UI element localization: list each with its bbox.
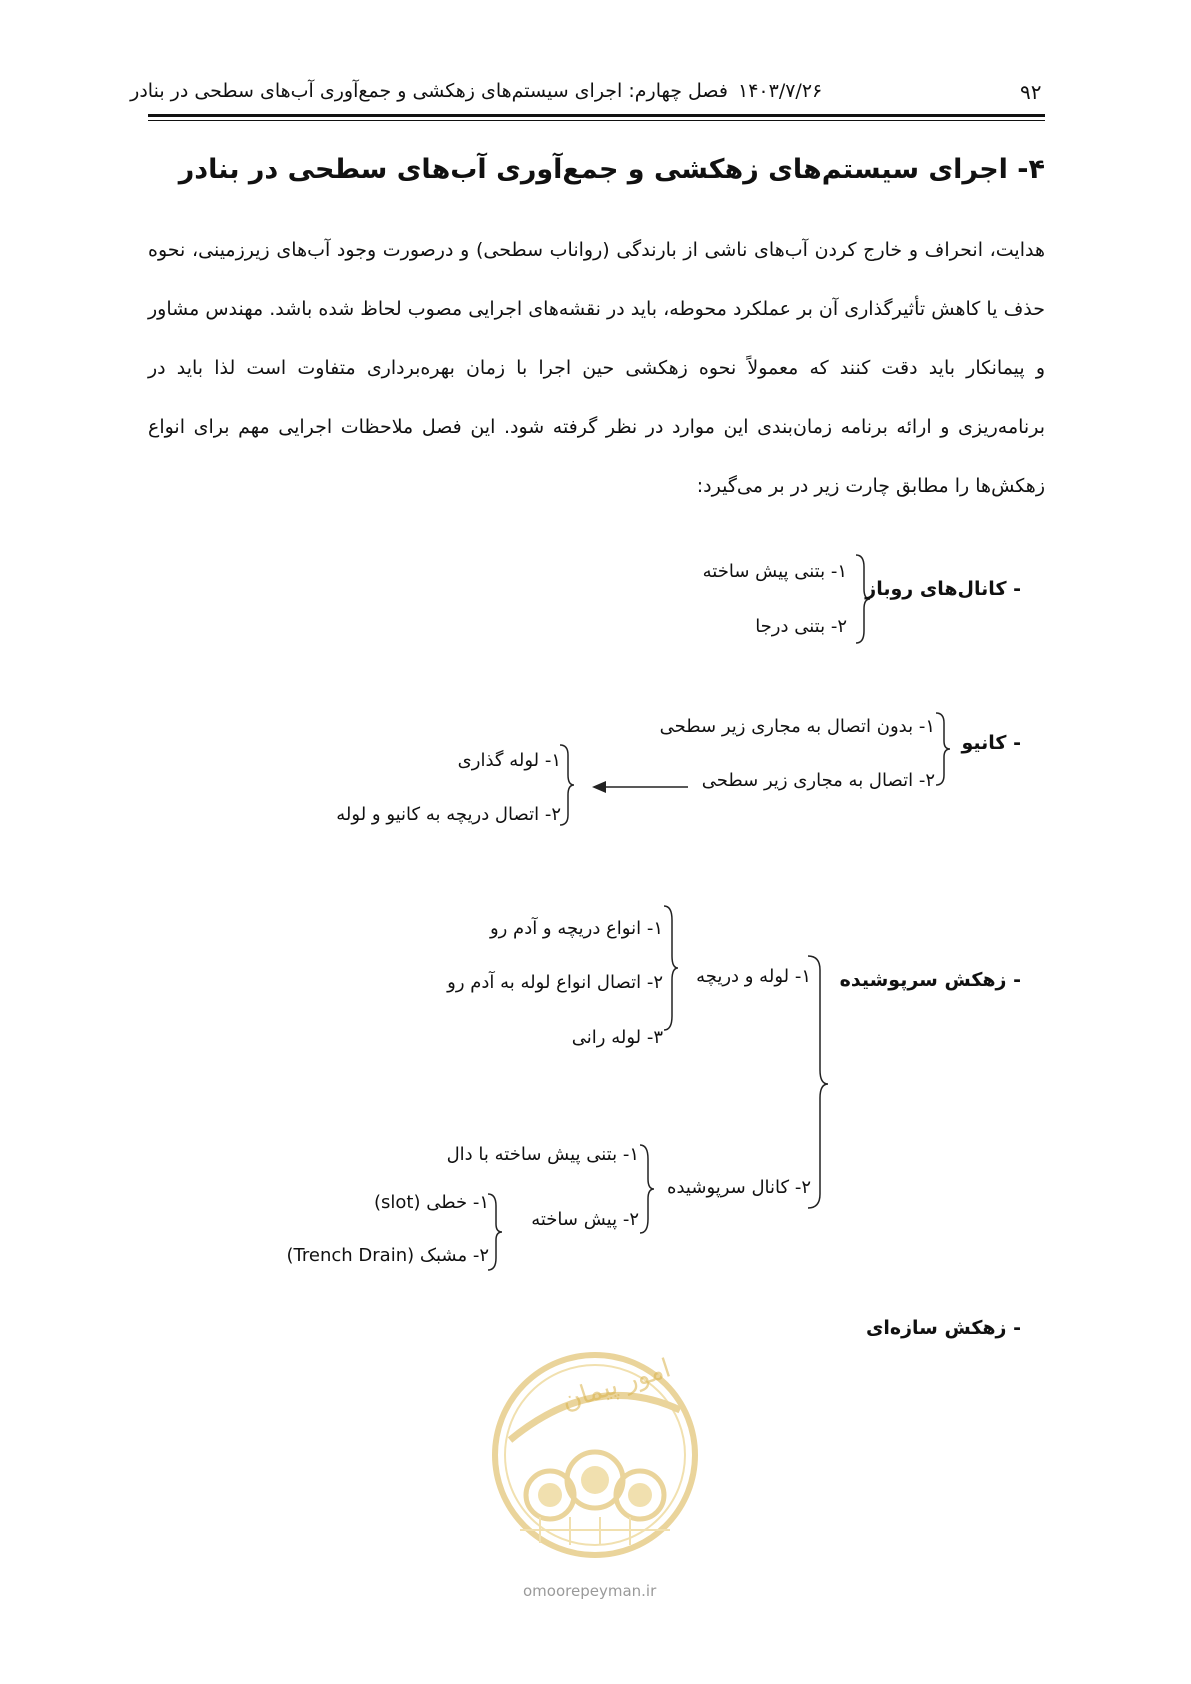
chart-channels-label: - کانال‌های روباز <box>865 578 1021 600</box>
header-date: ۱۴۰۳/۷/۲۶ <box>738 80 823 102</box>
chart-covered-pipe-label: ۱- لوله و دریچه <box>696 966 811 987</box>
section-title: ۴- اجرای سیستم‌های زهکشی و جمع‌آوری آب‌های سطحی در بنادر <box>178 154 1045 185</box>
chart-gutter-subitem: ۲- اتصال دریچه به کانیو و لوله <box>336 804 561 825</box>
watermark-logo-text: امور پیمان <box>558 1353 675 1417</box>
chart-channels-item: ۱- بتنی پیش ساخته <box>702 561 847 582</box>
chart-channels-item: ۲- بتنی درجا <box>755 616 847 637</box>
chart-covered-channel-item: ۲- پیش ساخته <box>531 1209 639 1230</box>
chart-covered-pipe-item: ۳- لوله رانی <box>571 1027 663 1048</box>
header-chapter: فصل چهارم: اجرای سیستم‌های زهکشی و جمع‌آوری آب‌های سطحی در بنادر <box>130 80 728 102</box>
chart-covered-channel-label: ۲- کانال سرپوشیده <box>667 1177 811 1198</box>
paragraph-text: هدایت، انحراف و خارج کردن آب‌های ناشی از بارندگی (رواناب سطحی) و درصورت وجود آب‌های زیرزمینی، نحوه حذف یا کاهش تأثیرگذاری آن بر عملکرد محوطه، باید در نقشه‌های اجرایی مصوب لحاظ شده باشد. مهندس مشاور و پیمانکار باید دقت کنند که معمولاً نحوه زهکشی حین اجرا با زمان بهره‌برداری متفاوت است لذا باید در برنامه‌ریزی و ارائه برنامه زمان‌بندی این موارد در نظر گرفته شود. این فصل ملاحظات اجرایی مهم برای انواع زهکش‌ها را مطابق چارت زیر در بر می‌گیرد: <box>148 239 1045 497</box>
chart-structural-label: - زهکش سازه‌ای <box>865 1317 1021 1339</box>
chart-covered-pipe-item: ۲- اتصال انواع لوله به آدم رو <box>447 972 663 993</box>
watermark-site: omoorepeyman.ir <box>523 1582 657 1600</box>
chart-gutter-subitem: ۱- لوله گذاری <box>457 750 561 771</box>
chart-gutter-label: - کانیو <box>961 732 1021 754</box>
chart-covered-label: - زهکش سرپوشیده <box>839 969 1021 991</box>
chart-covered-prefab-item: ۱- خطی (slot) <box>373 1192 489 1213</box>
chart-covered-channel-item: ۱- بتنی پیش ساخته با دال <box>446 1144 639 1165</box>
chart-gutter-item: ۲- اتصال به مجاری زیر سطحی <box>701 770 935 791</box>
page-number: ۹۲ <box>1020 80 1042 104</box>
chart-gutter-item: ۱- بدون اتصال به مجاری زیر سطحی <box>659 716 935 737</box>
chart-covered-prefab-item: ۲- مشبک (Trench Drain) <box>286 1245 489 1266</box>
chart-covered-pipe-item: ۱- انواع دریچه و آدم رو <box>489 918 663 939</box>
